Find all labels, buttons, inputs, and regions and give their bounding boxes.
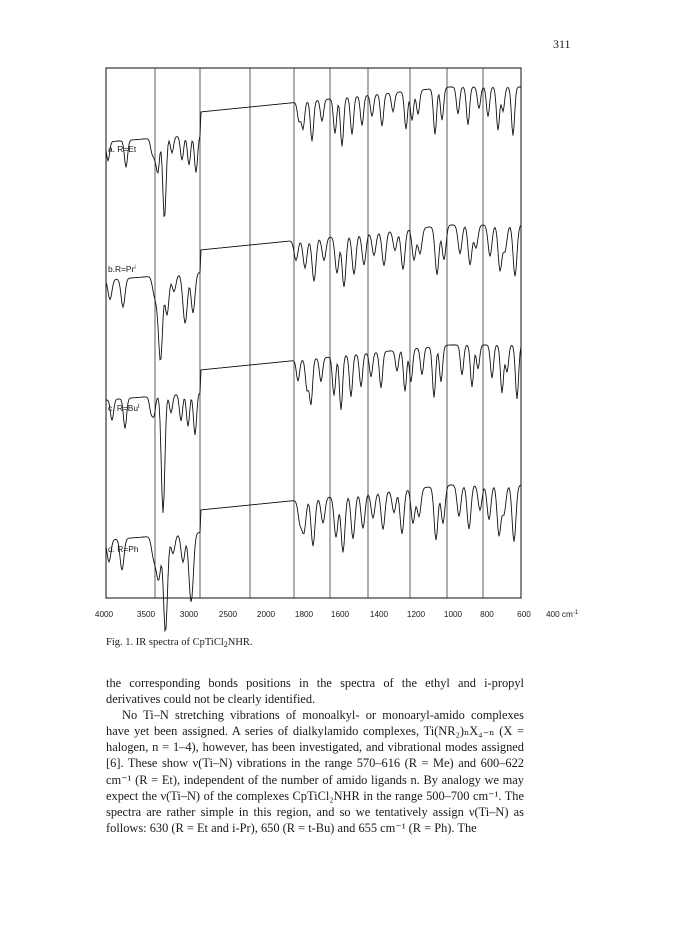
paragraph-1: the corresponding bonds positions in the spectra of the ethyl and i-propyl derivatives could not be clearly identified. <box>106 676 524 707</box>
x-tick-label: 3500 <box>136 610 156 619</box>
x-axis-tick-labels <box>95 610 579 619</box>
panel-labels <box>108 144 140 554</box>
panel-label: $b.R=Pr^i$ <box>108 264 136 274</box>
x-tick-label: 1600 <box>330 610 350 619</box>
body-text <box>106 675 524 836</box>
figure-caption: Fig. 1. IR spectra of CpTiCl$_2$NHR. <box>106 637 253 649</box>
spectrum-trace <box>106 87 521 217</box>
x-tick-label: 2000 <box>256 610 276 619</box>
x-tick-label: 1000 <box>443 610 463 619</box>
spectrum-traces <box>106 87 521 631</box>
page-number: 311 <box>553 37 571 51</box>
x-tick-label: 2500 <box>218 610 238 619</box>
x-tick-label: 600 <box>517 610 531 619</box>
panel-label: d. R=Ph <box>108 544 139 554</box>
panel-label: a. R=Et <box>108 144 137 154</box>
spectrum-trace <box>106 225 521 360</box>
x-tick-label: 400 $cm^{-1}$ <box>546 610 579 619</box>
x-tick-label: 4000 <box>94 610 114 619</box>
x-tick-label: 800 <box>480 610 494 619</box>
panel-label: c. $R=Bu^t$ <box>108 403 140 413</box>
paragraph-2: No Ti–N stretching vibrations of monoalkyl- or monoaryl-amido complexes have yet been assigned. A series of dialkylamido complexes, Ti(NR₂)ₙX₄₋ₙ (X = halogen, n = 1–4), however, has been investigated, and vibrational modes assigned [6]. These show ν(Ti–N) vibrations in the range 570–616 (R = Me) and 600–622 cm⁻¹ (R = Et), independent of the number of amido ligands n. By analogy we may expect the ν(Ti–N) of the complexes CpTiCl₂NHR in the range 500–700 cm⁻¹. The spectra are rather simple in this region, and so we tentatively assign ν(Ti–N) as follows: 630 (R = Et and i-Pr), 650 (R = t-Bu) and 655 cm⁻¹ (R = Ph). The <box>106 708 524 835</box>
spectrum-trace <box>106 345 521 513</box>
x-tick-label: 1400 <box>369 610 389 619</box>
spectrum-trace <box>106 485 521 631</box>
x-tick-label: 1800 <box>294 610 314 619</box>
x-tick-label: 1200 <box>406 610 426 619</box>
x-tick-label: 3000 <box>179 610 199 619</box>
